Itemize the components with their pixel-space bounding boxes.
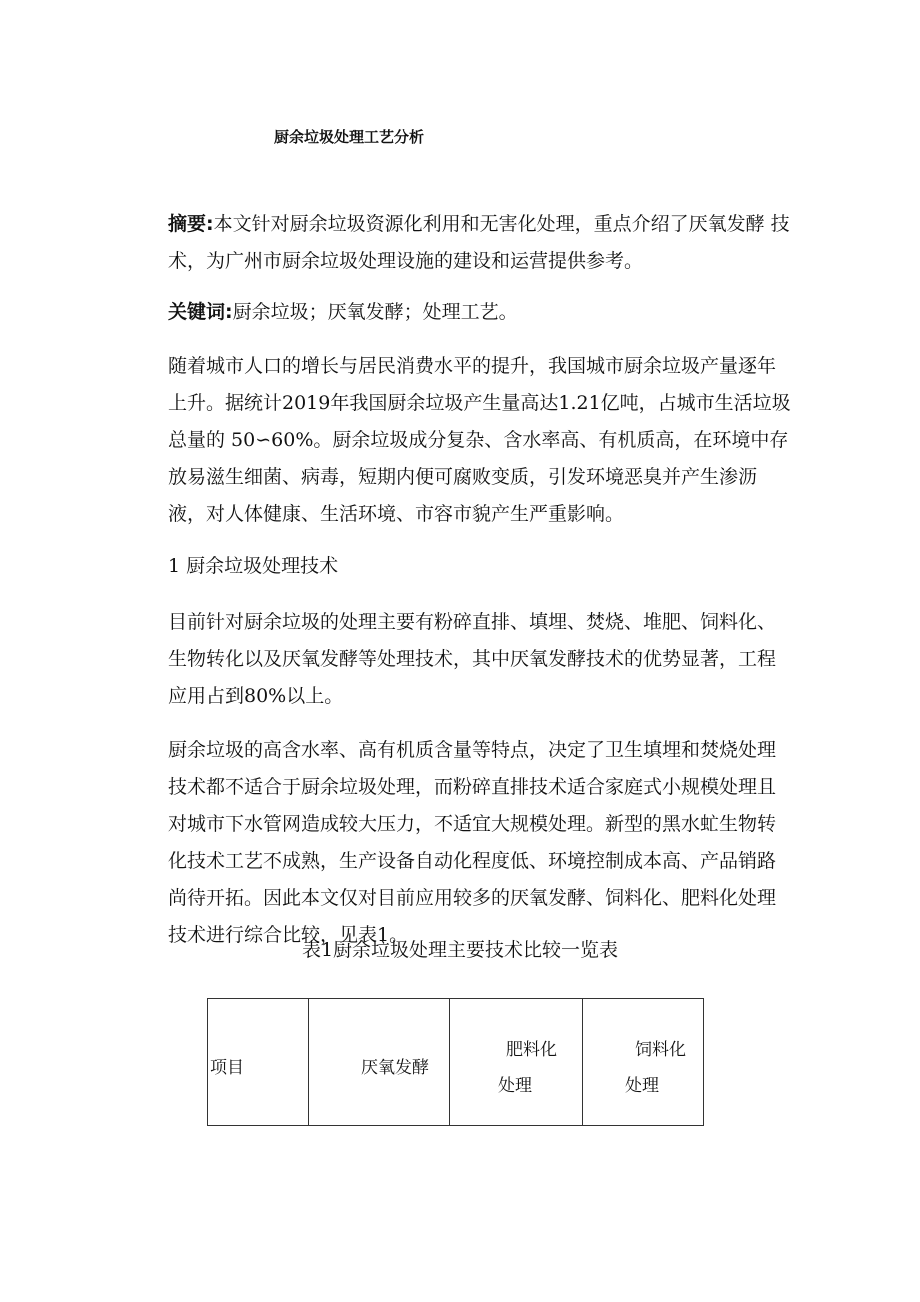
body-paragraph: 厨余垃圾的高含水率、高有机质含量等特点，决定了卫生填埋和焚烧处理技术都不适合于厨余垃圾处理，而粉碎直排技术适合家庭式小规模处理且对城市下水管网造成较大压力，不适宜大规模处理。新型的黑水虻生物转化技术工艺不成熟，生产设备自动化程度低、环境控制成本高、产品销路尚待开拓。因此本文仅对目前应用较多的厌氧发酵、饲料化、肥料化处理技术进行综合比较，见表1。 (168, 739, 777, 946)
header-anaerobic: 厌氧发酵 (361, 1058, 429, 1078)
header-feed-line2: 处理 (625, 1076, 659, 1096)
table-cell (208, 999, 309, 1126)
keywords-paragraph (168, 294, 792, 331)
table-header-row (208, 999, 704, 1126)
header-fertilizer-line1: 肥料化 (506, 1040, 557, 1060)
table-caption: 表1厨余垃圾处理主要技术比较一览表 (301, 939, 619, 961)
table-cell (309, 999, 450, 1126)
abstract-text: 本文针对厨余垃圾资源化利用和无害化处理，重点介绍了厌氧发酵 技术，为广州市厨余垃圾处理设施的建设和运营提供参考。 (168, 213, 790, 272)
keywords-text: 厨余垃圾；厌氧发酵；处理工艺。 (232, 301, 518, 323)
body-paragraph: 目前针对厨余垃圾的处理主要有粉碎直排、填埋、焚烧、堆肥、饲料化、生物转化以及厌氧发酵等处理技术，其中厌氧发酵技术的优势显著，工程应用占到80%以上。 (168, 611, 777, 707)
comparison-table (207, 998, 704, 1126)
section-heading: 1 厨余垃圾处理技术 (168, 555, 339, 577)
header-fertilizer-line2: 处理 (498, 1076, 532, 1096)
header-feed-line1: 饲料化 (635, 1040, 686, 1060)
abstract-paragraph (168, 206, 792, 280)
document-title: 厨余垃圾处理工艺分析 (274, 128, 425, 146)
abstract-label: 摘要: (168, 213, 214, 235)
keywords-label: 关键词: (168, 301, 233, 323)
table-cell (583, 999, 704, 1126)
intro-paragraph: 随着城市人口的增长与居民消费水平的提升，我国城市厨余垃圾产量逐年上升。据统计2019年我国厨余垃圾产生量高达1.21亿吨，占城市生活垃圾总量的 50∽60%。厨余垃圾成分复杂、含水率高、有机质高，在环境中存放易滋生细菌、病毒，短期内便可腐败变质，引发环境恶臭并产生渗沥液，对人体健康、生活环境、市容市貌产生严重影响。 (168, 355, 791, 525)
table-cell (450, 999, 583, 1126)
header-item: 项目 (210, 1058, 244, 1078)
